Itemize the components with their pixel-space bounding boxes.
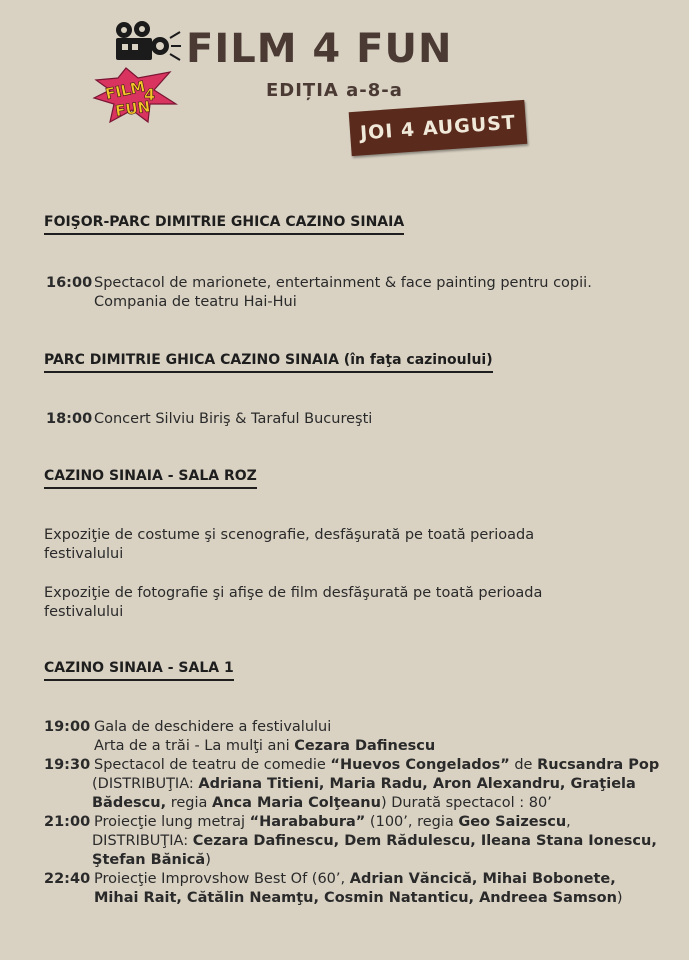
event-time: 22:40 xyxy=(44,871,91,887)
event-row-1900-line2 xyxy=(94,737,435,756)
event-text: Proiecţie Improvshow Best Of (60’, xyxy=(94,871,350,887)
edition-label: EDIȚIA a-8-a xyxy=(266,80,403,101)
event-row-2240 xyxy=(44,870,616,889)
cast-names: Ştefan Bănică xyxy=(92,852,206,868)
event-row-1600 xyxy=(46,274,592,293)
play-title: “Huevos Congelados” xyxy=(330,757,510,773)
performer-name: Cezara Dafinescu xyxy=(294,738,436,754)
event-time: 18:00 xyxy=(46,411,93,427)
film-camera-icon xyxy=(112,20,182,64)
exhibition-photo-text: Expoziţie de fotografie şi afişe de film desfăşurată pe toată perioada festivalului xyxy=(44,585,543,620)
director-name: Geo Saizescu xyxy=(458,814,567,830)
event-text: regia xyxy=(166,795,213,811)
event-text: Spectacol de marionete, entertainment & face painting pentru copii. xyxy=(94,275,592,291)
film-title: “Harababura” xyxy=(249,814,366,830)
logo-text-4: 4 xyxy=(144,85,156,104)
event-row-1930-line2 xyxy=(92,775,636,794)
logo-text-film: FILM xyxy=(103,77,147,104)
event-row-2240-line2 xyxy=(94,889,623,908)
event-text: de xyxy=(509,757,538,773)
event-text: DISTRIBUŢIA: xyxy=(92,833,193,849)
event-row-2100-line2 xyxy=(92,832,657,851)
director-name: Anca Maria Colţeanu xyxy=(212,795,381,811)
poster-header xyxy=(0,0,689,180)
event-row-1800 xyxy=(46,410,372,429)
author-name: Rucsandra Pop xyxy=(537,757,660,773)
event-time: 16:00 xyxy=(46,275,93,291)
logo-text-fun: FUN xyxy=(114,97,152,121)
event-row-2100-line3 xyxy=(92,851,211,870)
section-heading-sala-roz: CAZINO SINAIA - SALA ROZ xyxy=(44,468,257,489)
film4fun-logo-icon xyxy=(92,66,180,126)
event-text: Spectacol de teatru de comedie xyxy=(94,757,331,773)
event-row-2100 xyxy=(44,813,571,832)
event-row-1600-line2: Compania de teatru Hai-Hui xyxy=(94,294,297,310)
event-time: 19:00 xyxy=(44,719,91,735)
event-time: 19:30 xyxy=(44,757,91,773)
event-row-1930 xyxy=(44,756,659,775)
cast-names: Cezara Dafinescu, Dem Rădulescu, Ileana Stana Ionescu, xyxy=(192,833,657,849)
event-text: , xyxy=(566,814,571,830)
date-text: JOI 4 AUGUST xyxy=(359,111,517,145)
cast-names: Adrian Văncică, Mihai Bobonete, xyxy=(349,871,616,887)
cast-names: Bădescu, xyxy=(92,795,167,811)
event-row-1900 xyxy=(44,718,331,737)
event-text: Concert Silviu Biriş & Taraful Bucureşti xyxy=(94,411,373,427)
event-text: ) xyxy=(616,890,623,906)
event-text: Arta de a trăi - La mulţi ani xyxy=(94,738,295,754)
event-text: ) xyxy=(205,852,211,868)
section-heading-sala-1: CAZINO SINAIA - SALA 1 xyxy=(44,660,234,681)
event-time: 21:00 xyxy=(44,814,91,830)
festival-title: FILM 4 FUN xyxy=(186,26,453,72)
exhibition-costume-text: Expoziţie de costume şi scenografie, desfăşurată pe toată perioada festivalului xyxy=(44,527,535,562)
event-text: (100’, regia xyxy=(365,814,459,830)
event-text: Proiecţie lung metraj xyxy=(94,814,250,830)
event-text: ) Durată spectacol : 80’ xyxy=(380,795,552,811)
event-text: Gala de deschidere a festivalului xyxy=(94,719,332,735)
cast-names: Adriana Titieni, Maria Radu, Aron Alexandru, Graţiela xyxy=(198,776,636,792)
date-banner xyxy=(349,100,528,156)
event-row-1930-line3 xyxy=(92,794,552,813)
section-heading-parc: PARC DIMITRIE GHICA CAZINO SINAIA (în faţa cazinoului) xyxy=(44,352,493,373)
cast-names: Mihai Rait, Cătălin Neamţu, Cosmin Natanticu, Andreea Samson xyxy=(94,890,617,906)
event-text: (DISTRIBUŢIA: xyxy=(92,776,199,792)
section-heading-foisor: FOIŞOR-PARC DIMITRIE GHICA CAZINO SINAIA xyxy=(44,214,404,235)
